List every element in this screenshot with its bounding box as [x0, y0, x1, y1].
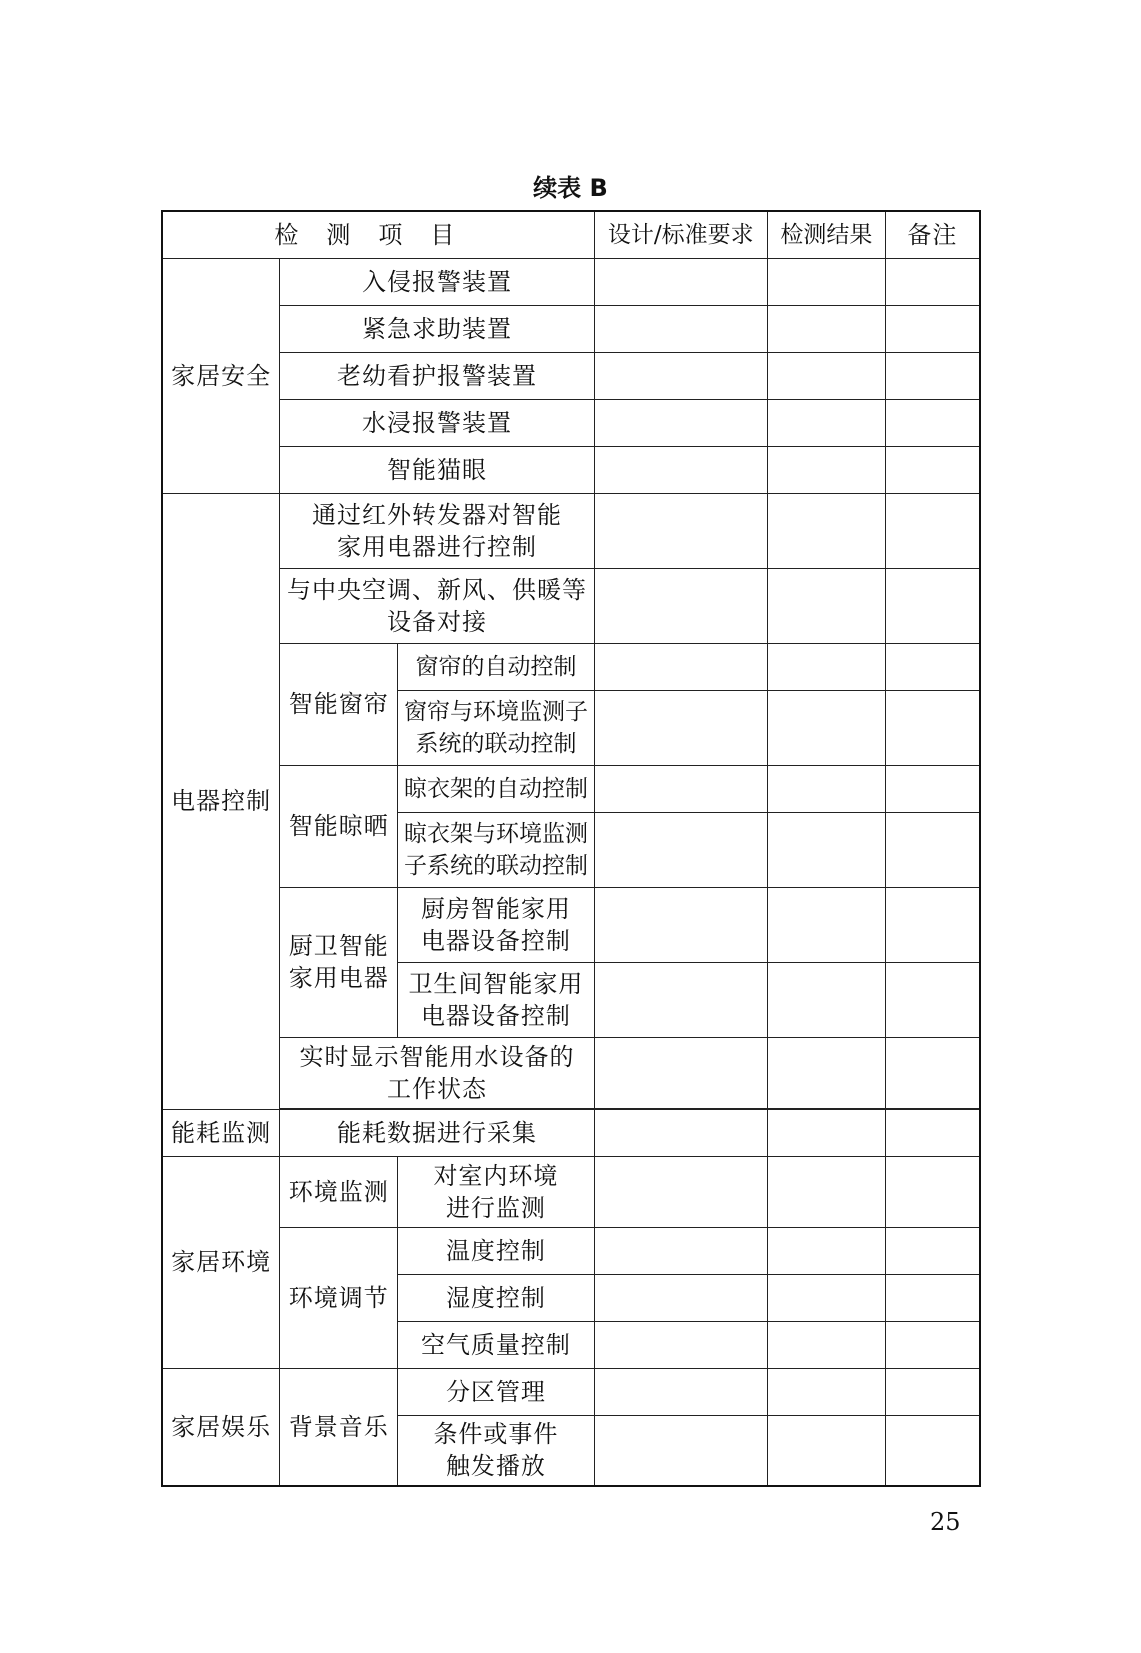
item-cell: 通过红外转发器对智能家用电器进行控制	[280, 493, 594, 568]
note-cell	[885, 765, 980, 812]
table-row	[162, 446, 980, 493]
result-cell	[767, 1109, 885, 1156]
item-cell: 分区管理	[398, 1368, 594, 1415]
result-cell	[767, 1368, 885, 1415]
result-cell	[767, 258, 885, 305]
note-cell	[885, 1321, 980, 1368]
note-cell	[885, 812, 980, 887]
design-cell	[594, 1415, 767, 1486]
note-cell	[885, 493, 980, 568]
item-cell: 老幼看护报警装置	[280, 352, 594, 399]
note-cell	[885, 690, 980, 765]
item-cell: 智能猫眼	[280, 446, 594, 493]
note-cell	[885, 1227, 980, 1274]
result-cell	[767, 352, 885, 399]
design-cell	[594, 1368, 767, 1415]
item-cell: 实时显示智能用水设备的工作状态	[280, 1037, 594, 1108]
subgroup-label-music: 背景音乐	[280, 1368, 398, 1486]
page-number: 25	[930, 1508, 961, 1536]
note-cell	[885, 305, 980, 352]
design-cell	[594, 1321, 767, 1368]
result-cell	[767, 1274, 885, 1321]
item-cell: 温度控制	[398, 1227, 594, 1274]
item-cell: 空气质量控制	[398, 1321, 594, 1368]
subgroup-label-drying: 智能晾晒	[280, 765, 398, 887]
item-cell: 紧急求助装置	[280, 305, 594, 352]
header-result: 检测结果	[767, 211, 885, 258]
table-row	[162, 1037, 980, 1108]
design-cell	[594, 962, 767, 1037]
result-cell	[767, 887, 885, 962]
note-cell	[885, 399, 980, 446]
table-row	[162, 1109, 980, 1156]
table-row	[162, 493, 980, 568]
note-cell	[885, 643, 980, 690]
design-cell	[594, 399, 767, 446]
group-label-environment: 家居环境	[162, 1156, 280, 1368]
design-cell	[594, 765, 767, 812]
design-cell	[594, 690, 767, 765]
item-cell: 能耗数据进行采集	[280, 1109, 594, 1156]
group-label-energy: 能耗监测	[162, 1109, 280, 1156]
item-cell: 入侵报警装置	[280, 258, 594, 305]
design-cell	[594, 643, 767, 690]
note-cell	[885, 446, 980, 493]
result-cell	[767, 962, 885, 1037]
note-cell	[885, 1156, 980, 1227]
subgroup-label-kitchen: 厨卫智能家用电器	[280, 887, 398, 1037]
result-cell	[767, 690, 885, 765]
design-cell	[594, 493, 767, 568]
header-row	[162, 211, 980, 258]
table-row	[162, 643, 980, 690]
design-cell	[594, 1274, 767, 1321]
table-row	[162, 765, 980, 812]
table-row	[162, 352, 980, 399]
result-cell	[767, 1415, 885, 1486]
note-cell	[885, 1368, 980, 1415]
result-cell	[767, 1156, 885, 1227]
item-cell: 与中央空调、新风、供暖等设备对接	[280, 568, 594, 643]
note-cell	[885, 1415, 980, 1486]
item-cell: 湿度控制	[398, 1274, 594, 1321]
item-cell: 对室内环境进行监测	[398, 1156, 594, 1227]
table-title: 续表 B	[533, 174, 608, 202]
subgroup-label-curtain: 智能窗帘	[280, 643, 398, 765]
note-cell	[885, 1109, 980, 1156]
item-cell: 窗帘与环境监测子系统的联动控制	[398, 690, 594, 765]
result-cell	[767, 765, 885, 812]
result-cell	[767, 446, 885, 493]
group-label-security: 家居安全	[162, 258, 280, 493]
result-cell	[767, 399, 885, 446]
note-cell	[885, 1037, 980, 1108]
result-cell	[767, 812, 885, 887]
design-cell	[594, 305, 767, 352]
item-cell: 窗帘的自动控制	[398, 643, 594, 690]
table-row	[162, 1156, 980, 1227]
result-cell	[767, 305, 885, 352]
design-cell	[594, 446, 767, 493]
table-row	[162, 1368, 980, 1415]
table-row	[162, 399, 980, 446]
group-label-entertainment: 家居娱乐	[162, 1368, 280, 1486]
item-cell: 厨房智能家用电器设备控制	[398, 887, 594, 962]
header-item: 检测项目	[162, 211, 594, 258]
design-cell	[594, 352, 767, 399]
item-cell: 水浸报警装置	[280, 399, 594, 446]
result-cell	[767, 1227, 885, 1274]
header-note: 备注	[885, 211, 980, 258]
subgroup-label-monitor: 环境监测	[280, 1156, 398, 1227]
design-cell	[594, 1227, 767, 1274]
table-row	[162, 258, 980, 305]
design-cell	[594, 887, 767, 962]
subgroup-label-adjust: 环境调节	[280, 1227, 398, 1368]
note-cell	[885, 887, 980, 962]
group-label-appliance: 电器控制	[162, 493, 280, 1109]
result-cell	[767, 568, 885, 643]
design-cell	[594, 1109, 767, 1156]
note-cell	[885, 568, 980, 643]
result-cell	[767, 643, 885, 690]
item-cell: 晾衣架与环境监测子系统的联动控制	[398, 812, 594, 887]
design-cell	[594, 812, 767, 887]
item-cell: 条件或事件触发播放	[398, 1415, 594, 1486]
design-cell	[594, 1037, 767, 1108]
note-cell	[885, 258, 980, 305]
item-cell: 晾衣架的自动控制	[398, 765, 594, 812]
result-cell	[767, 1037, 885, 1108]
result-cell	[767, 493, 885, 568]
table-row	[162, 887, 980, 962]
note-cell	[885, 1274, 980, 1321]
design-cell	[594, 1156, 767, 1227]
note-cell	[885, 352, 980, 399]
table-row	[162, 305, 980, 352]
design-cell	[594, 258, 767, 305]
table-row	[162, 568, 980, 643]
result-cell	[767, 1321, 885, 1368]
design-cell	[594, 568, 767, 643]
item-cell: 卫生间智能家用电器设备控制	[398, 962, 594, 1037]
table-row	[162, 1227, 980, 1274]
note-cell	[885, 962, 980, 1037]
inspection-table	[161, 210, 981, 1487]
header-design: 设计/标准要求	[594, 211, 767, 258]
